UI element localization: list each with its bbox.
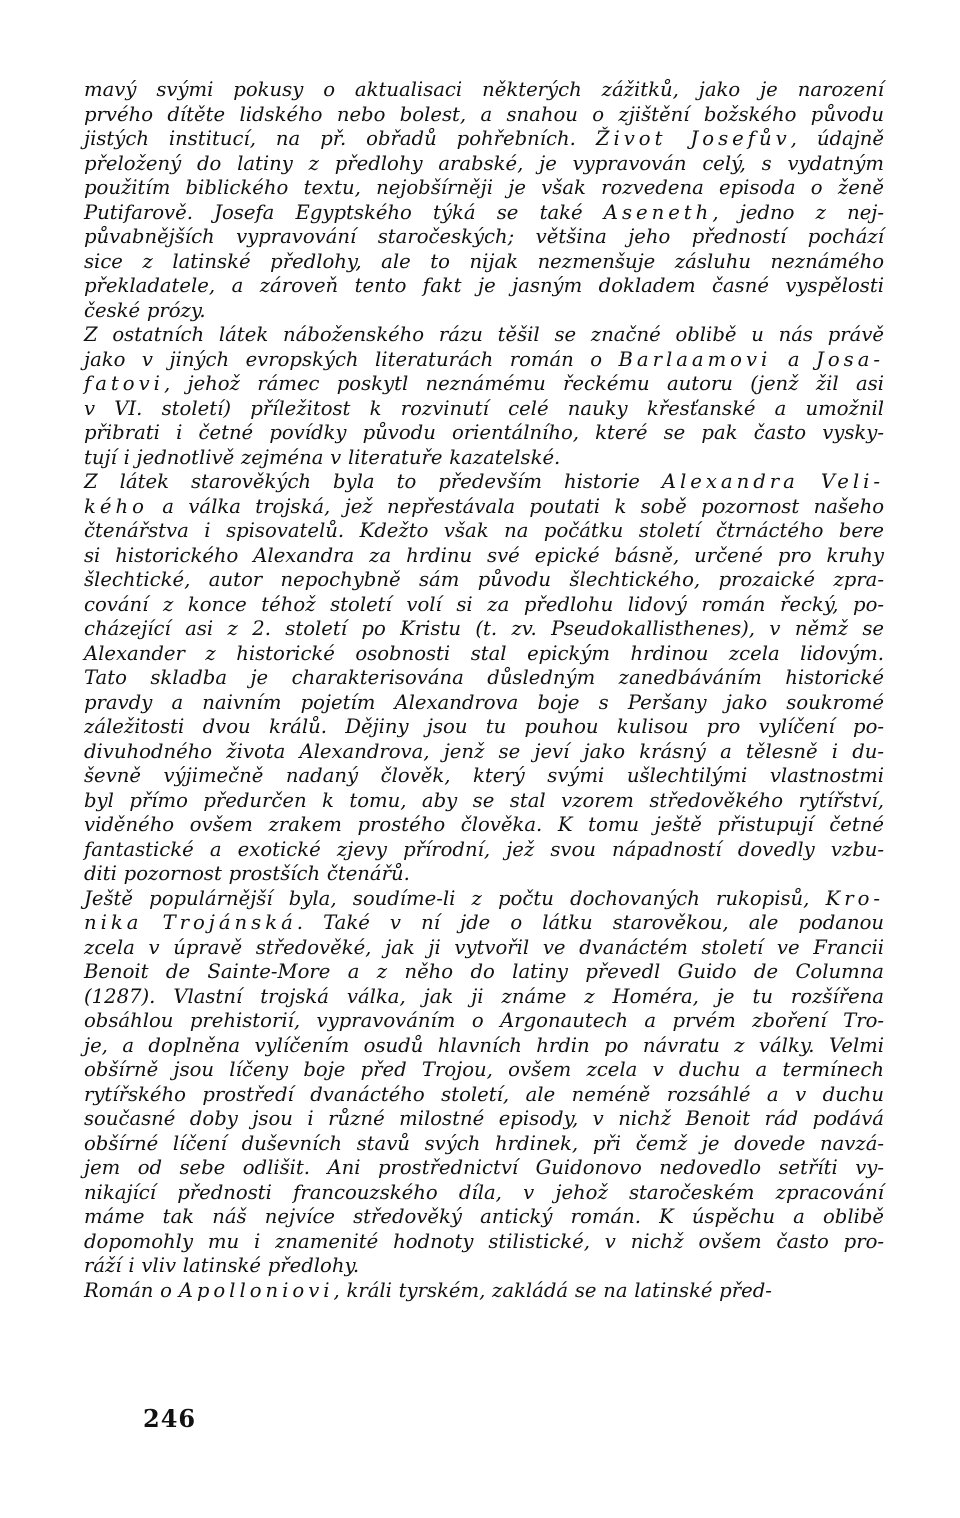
text-line: Tato skladba je charakterisována důsledným zanedbáváním historické	[84, 666, 884, 689]
text-line: prvého dítěte lidského nebo bolest, a snahou o zjištění božského původu	[84, 102, 884, 126]
text-line: zcela v úpravě středověké, jak ji vytvořil ve dvanáctém století ve Francii	[84, 935, 884, 959]
text-line: Putifarově. Josefa Egyptského týká se také Aseneth, jedno z nej-	[84, 200, 884, 224]
page-number: 246	[143, 1404, 197, 1433]
text-line: jistých institucí, na př. obřadů pohřebních. Život Josefův, údajně	[84, 127, 885, 150]
spaced-emphasis: Trojánská	[162, 911, 297, 934]
text-line: obšírné líčení duševních stavů svých hrdinek, při čemž je dovede navzá-	[84, 1131, 884, 1155]
spaced-emphasis: Josa-	[816, 347, 885, 371]
text-line: jako v jiných evropských literaturách román o Barlaamovi a Josa-	[84, 347, 885, 371]
text-line: sice z latinské předlohy, ale to nijak nezmenšuje zásluhu neznámého	[84, 249, 884, 273]
text-line: ráží i vliv latinské předlohy.	[84, 1254, 360, 1277]
text-line: je, a doplněna vylíčením osudů hlavních hrdin po návratu z války. Velmi	[84, 1033, 884, 1057]
text-line: v VI. století) příležitost k rozvinutí celé nauky křesťanské a umožnil	[84, 396, 884, 420]
text-line: divuhodného života Alexandrova, jenž se jeví jako krásný a tělesně i du-	[84, 739, 884, 763]
text-line: současné doby jsou i různé milostné episody, v nichž Benoit rád podává	[84, 1107, 884, 1130]
spaced-emphasis: Apolloniovi	[178, 1278, 334, 1302]
spaced-emphasis: Barlaamovi	[618, 347, 772, 371]
text-line: Román o Apolloniovi, králi tyrském, zakládá se na latinské před-	[84, 1278, 772, 1302]
spaced-emphasis: Kro-	[825, 886, 884, 910]
text-line: mavý svými pokusy o aktualisaci některých zážitků, jako je narození	[84, 78, 884, 101]
text-line: viděného ovšem zrakem prostého člověka. K tomu ještě přistupují četné	[84, 813, 884, 836]
spaced-emphasis: Veli-	[820, 470, 884, 493]
text-line: šlechtické, autor nepochybně sám původu šlechtického, prozaické zpra-	[84, 568, 884, 591]
text-line: Ještě populárnější byla, soudíme-li z počtu dochovaných rukopisů, Kro-	[84, 886, 884, 910]
spaced-emphasis: Život Josefův	[595, 127, 791, 150]
text-line: cházející asi z 2. století po Kristu (t. zv. Pseudokallisthenes), v němž se	[84, 617, 884, 640]
text-line: přeložený do latiny z předlohy arabské, je vypravován celý, s vydatným	[84, 151, 884, 175]
text-line: (1287). Vlastní trojská válka, jak ji známe z Homéra, je tu rozšířena	[84, 984, 884, 1008]
text-line: Z látek starověkých byla to především historie Alexandra Veli-	[84, 470, 884, 493]
text-line: cování z konce téhož století volí si za předlohu lidový román řecký, po-	[84, 592, 884, 616]
text-line: jem od sebe odlišit. Ani prostřednictví Guidonovo nedovedlo setříti vy-	[84, 1156, 884, 1179]
text-line: Z ostatních látek náboženského rázu těšil se značné oblibě u nás právě	[84, 323, 884, 346]
text-line: obšírně jsou líčeny boje před Trojou, ovšem zcela v duchu a termínech	[84, 1058, 884, 1081]
spaced-emphasis: Aseneth	[603, 200, 713, 224]
text-line: byl přímo předurčen k tomu, aby se stal vzorem středověkého rytířství,	[84, 788, 884, 812]
text-line: pravdy a naivním pojetím Alexandrova boje s Peršany jako soukromé	[84, 690, 884, 714]
text-line: obsáhlou prehistorií, vypravováním o Argonautech a prvém zboření Tro-	[84, 1009, 884, 1032]
text-line: fatovi, jehož rámec poskytl neznámému řeckému autoru (jenž žil asi	[84, 372, 884, 395]
text-line: české prózy.	[84, 298, 206, 322]
text-line: čtenářstva i spisovatelů. Kdežto však na počátku století čtrnáctého bere	[84, 519, 884, 542]
text-line: nika Trojánská. Také v ní jde o látku starověkou, ale podanou	[84, 911, 884, 934]
text-line: fantastické a exotické zjevy přírodní, jež svou nápadností dovedly vzbu-	[84, 837, 884, 861]
text-line: použitím biblického textu, nejobšírněji je však rozvedena episoda o ženě	[84, 176, 884, 199]
text-line: tují i jednotlivě zejména v literatuře kazatelské.	[84, 445, 561, 469]
text-line: kého a válka trojská, jež nepřestávala poutati k sobě pozornost našeho	[84, 494, 884, 518]
spaced-emphasis: kého	[84, 494, 148, 518]
text-line: záležitosti dvou králů. Dějiny jsou tu pouhou kulisou pro vylíčení po-	[84, 715, 884, 738]
text-line: máme tak náš nejvíce středověký antický román. K úspěchu a oblibě	[84, 1205, 884, 1228]
text-line: Alexander z historické osobnosti stal epickým hrdinou zcela lidovým.	[84, 641, 884, 665]
spaced-emphasis: fatovi	[84, 372, 164, 395]
body-text	[84, 78, 884, 1303]
text-line: přibrati i četné povídky původu orientálního, které se pak často vysky-	[84, 421, 884, 444]
text-line: si historického Alexandra za hrdinu své epické básně, určené pro kruhy	[84, 543, 884, 567]
text-line: diti pozornost prostších čtenářů.	[84, 862, 410, 885]
spaced-emphasis: Alexandra	[661, 470, 799, 493]
text-line: dopomohly mu i znamenité hodnoty stilistické, v nichž ovšem často pro-	[84, 1229, 884, 1253]
text-line: ševně výjimečně nadaný člověk, který svými ušlechtilými vlastnostmi	[84, 764, 884, 787]
spaced-emphasis: nika	[84, 911, 143, 934]
text-line: půvabnějších vypravování staročeských; většina jeho předností pochází	[84, 225, 884, 248]
text-line: Benoit de Sainte-More a z něho do latiny převedl Guido de Columna	[84, 960, 884, 983]
text-line: nikající přednosti francouzského díla, v jehož staročeském zpracování	[84, 1180, 884, 1204]
text-line: překladatele, a zároveň tento fakt je jasným dokladem časné vyspělosti	[84, 274, 884, 297]
text-line: rytířského prostředí dvanáctého století, ale neméně rozsáhlé a v duchu	[84, 1082, 884, 1106]
